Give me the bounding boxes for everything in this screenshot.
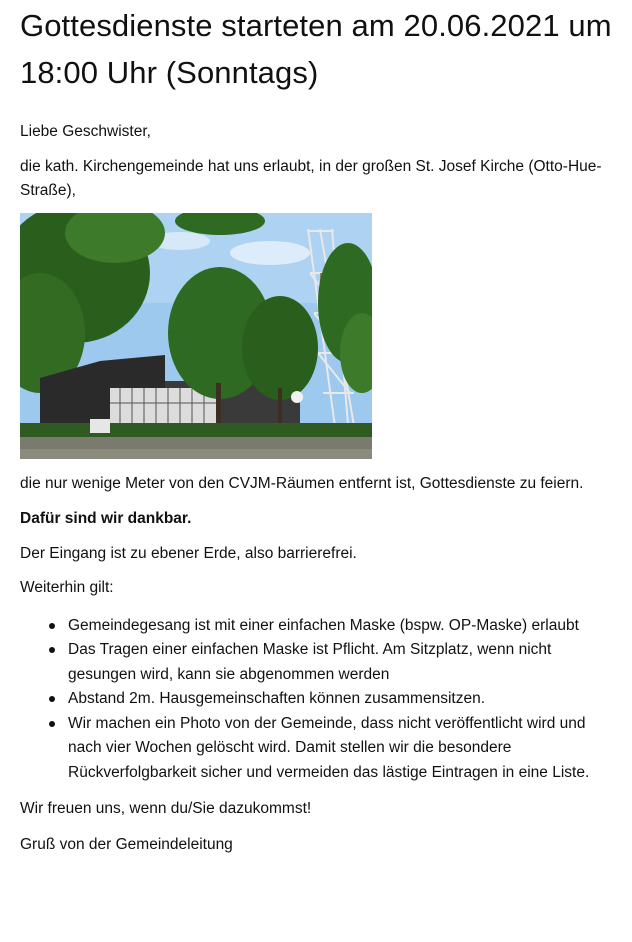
list-item [20,614,620,639]
signature-line: Gruß von der Gemeindeleitung [20,835,233,853]
bullet-icon [49,623,55,629]
bullet-icon [49,647,55,653]
rules-intro: Weiterhin gilt: [20,579,114,596]
closing-line: Wir freuen uns, wenn du/Sie dazukommst! [20,800,312,817]
location-paragraph: die nur wenige Meter von den CVJM-Räumen entfernt ist, Gottesdienste zu feiern. [20,474,584,492]
list-item-text: Das Tragen einer einfachen Maske ist Pflicht. Am Sitzplatz, wenn nicht gesungen wird, kann sie abgenommen werden [68,641,552,683]
bullet-icon [49,696,55,702]
entrance-line: Der Eingang ist zu ebener Erde, also barrierefrei. [20,544,357,562]
article [20,0,620,857]
rules-list [20,614,620,786]
list-item [20,638,620,687]
list-item [20,687,620,712]
intro-paragraph: die kath. Kirchengemeinde hat uns erlaubt, in der großen St. Josef Kirche (Otto-Hue-Straße), [20,157,602,199]
list-item-text: Abstand 2m. Hausgemeinschaften können zusammensitzen. [68,690,486,707]
list-item-text: Wir machen ein Photo von der Gemeinde, dass nicht veröffentlicht wird und nach vier Wochen gelöscht wird. Damit stellen wir die besondere Rückverfolgbarkeit sicher und vermeiden das lästige Eintragen in eine Liste. [68,714,590,781]
church-photo [20,213,372,459]
thanks-line: Dafür sind wir dankbar. [20,510,192,527]
page-title: Gottesdienste starteten am 20.06.2021 um 18:00 Uhr (Sonntags) [20,8,612,90]
list-item-text: Gemeindegesang ist mit einer einfachen Maske (bspw. OP-Maske) erlaubt [68,616,579,634]
greeting: Liebe Geschwister, [20,123,151,140]
list-item [20,712,620,786]
bullet-icon [49,721,55,727]
